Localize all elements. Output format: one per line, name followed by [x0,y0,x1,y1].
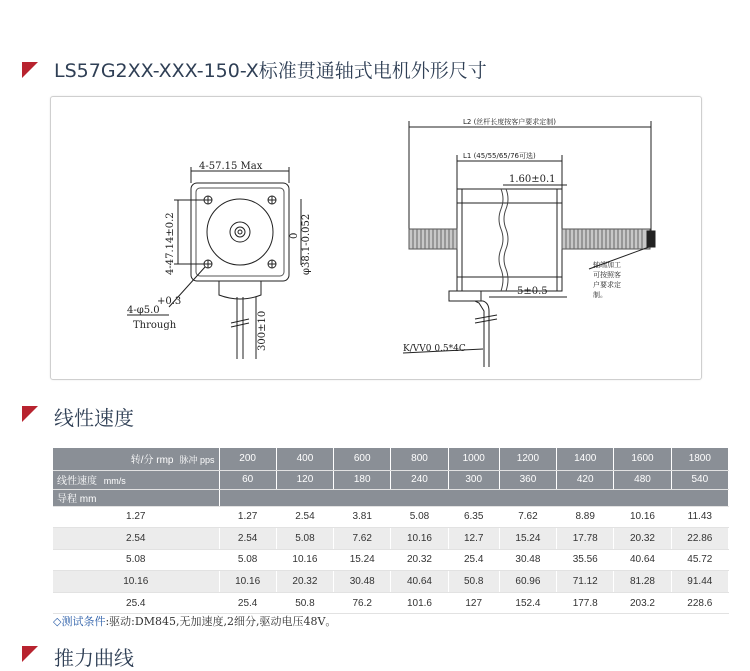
section-marker-icon [22,646,38,662]
table-header-rpm-row [53,448,729,470]
table-row [53,571,729,593]
speed-cell: 10.16 [219,571,276,593]
table-row [53,549,729,571]
header-pps: 60 [219,470,276,489]
section-title-linear-speed: 线性速度 [54,406,134,430]
speed-cell: 1.27 [219,506,276,528]
speed-cell: 20.32 [276,571,333,593]
dim-hole-tol-label: +0.3 [157,296,182,307]
table-row [53,528,729,550]
dim-lead-label: 300±10 [257,310,268,351]
speed-cell: 71.12 [557,571,614,593]
header-pps: 300 [448,470,499,489]
header-rpm: 1600 [614,448,671,470]
speed-cell: 76.2 [334,592,391,614]
section-marker-icon [22,406,38,422]
table-row [53,592,729,614]
speed-cell: 22.86 [671,528,728,550]
note-label: 测试条件 [61,615,106,628]
lead-cell: 2.54 [53,528,219,550]
diamond-icon: ◇ [53,615,62,628]
speed-cell: 2.54 [219,528,276,550]
speed-cell: 30.48 [499,549,556,571]
speed-cell: 12.7 [448,528,499,550]
speed-cell: 7.62 [499,506,556,528]
linear-speed-label: 线性速度 [57,476,97,487]
note-line-1: 轴端加工 [593,261,621,269]
speed-cell: 177.8 [557,592,614,614]
dim-boss-label: 5±0.5 [517,286,548,297]
header-pps: 180 [334,470,391,489]
lead-cell: 1.27 [53,506,219,528]
speed-cell: 35.56 [557,549,614,571]
header-pps: 480 [614,470,671,489]
section-title-dimensions: LS57G2XX-XXX-150-X标准贯通轴式电机外形尺寸 [54,60,487,82]
note-line-2: 可按照客 [593,271,621,279]
dim-pilot-upper-label: 0 [289,232,300,239]
speed-cell: 50.8 [276,592,333,614]
header-pps: 120 [276,470,333,489]
speed-cell: 45.72 [671,549,728,571]
lead-cell: 25.4 [53,592,219,614]
speed-cell: 15.24 [334,549,391,571]
speed-cell: 10.16 [614,506,671,528]
dim-width-label: 4-57.15 Max [199,161,263,172]
dim-flange-label: 1.60±0.1 [509,174,556,185]
table-header-pps-row [53,470,729,489]
lead-cell: 10.16 [53,571,219,593]
header-rpm: 1800 [671,448,728,470]
table-header-lead-row [53,489,729,506]
dim-l2-label: L2 (丝杆长度按客户要求定制) [463,118,557,126]
header-rpm: 400 [276,448,333,470]
section-title-thrust-curve: 推力曲线 [54,646,134,670]
through-label: Through [133,320,177,331]
speed-cell: 25.4 [448,549,499,571]
speed-cell: 5.08 [391,506,448,528]
lead-label: 导程 mm [53,489,219,506]
header-pps: 420 [557,470,614,489]
section-marker-icon [22,62,38,78]
speed-cell: 8.89 [557,506,614,528]
lead-cell: 5.08 [53,549,219,571]
note-text: :驱动:DM845,无加速度,2细分,驱动电压48V。 [105,615,337,628]
speed-cell: 30.48 [334,571,391,593]
speed-cell: 10.16 [276,549,333,571]
header-rpm: 1400 [557,448,614,470]
dim-wire-label: K/VV0 0.5*4C [403,344,466,354]
rpm-label: 转/分 rmp [130,455,174,467]
header-pps: 360 [499,470,556,489]
speed-cell: 60.96 [499,571,556,593]
speed-cell: 40.64 [391,571,448,593]
header-spacer [219,489,729,506]
speed-cell: 228.6 [671,592,728,614]
dim-pilot-label: φ38.1-0.052 [301,213,312,275]
speed-cell: 20.32 [614,528,671,550]
header-rpm: 200 [219,448,276,470]
speed-cell: 6.35 [448,506,499,528]
linear-speed-table [53,448,729,614]
speed-cell: 5.08 [219,549,276,571]
dimension-drawing [50,96,702,380]
speed-cell: 17.78 [557,528,614,550]
speed-cell: 50.8 [448,571,499,593]
speed-cell: 101.6 [391,592,448,614]
header-pps: 540 [671,470,728,489]
pps-label: 脉冲 pps [179,455,215,466]
speed-cell: 7.62 [334,528,391,550]
speed-cell: 10.16 [391,528,448,550]
speed-cell: 81.28 [614,571,671,593]
dim-l1-label: L1 (45/55/65/76可选) [463,152,536,160]
speed-cell: 3.81 [334,506,391,528]
header-rpm: 600 [334,448,391,470]
dim-hole-spacing-label: 4-47.14±0.2 [165,212,176,275]
speed-cell: 11.43 [671,506,728,528]
test-condition-note [53,613,336,629]
speed-cell: 91.44 [671,571,728,593]
unit-label: mm/s [103,476,126,486]
note-line-4: 制。 [593,291,607,299]
dim-hole-diam-label: 4-φ5.0 [127,305,160,316]
speed-cell: 152.4 [499,592,556,614]
speed-cell: 2.54 [276,506,333,528]
header-rpm: 800 [391,448,448,470]
speed-cell: 203.2 [614,592,671,614]
speed-cell: 5.08 [276,528,333,550]
table-corner-top [53,448,219,470]
motor-drawing-svg [51,97,703,381]
header-rpm: 1000 [448,448,499,470]
speed-cell: 15.24 [499,528,556,550]
speed-cell: 127 [448,592,499,614]
note-line-3: 户要求定 [593,281,621,289]
speed-cell: 20.32 [391,549,448,571]
speed-cell: 25.4 [219,592,276,614]
speed-cell: 40.64 [614,549,671,571]
table-corner-middle [53,470,219,489]
header-pps: 240 [391,470,448,489]
table-row [53,506,729,528]
header-rpm: 1200 [499,448,556,470]
